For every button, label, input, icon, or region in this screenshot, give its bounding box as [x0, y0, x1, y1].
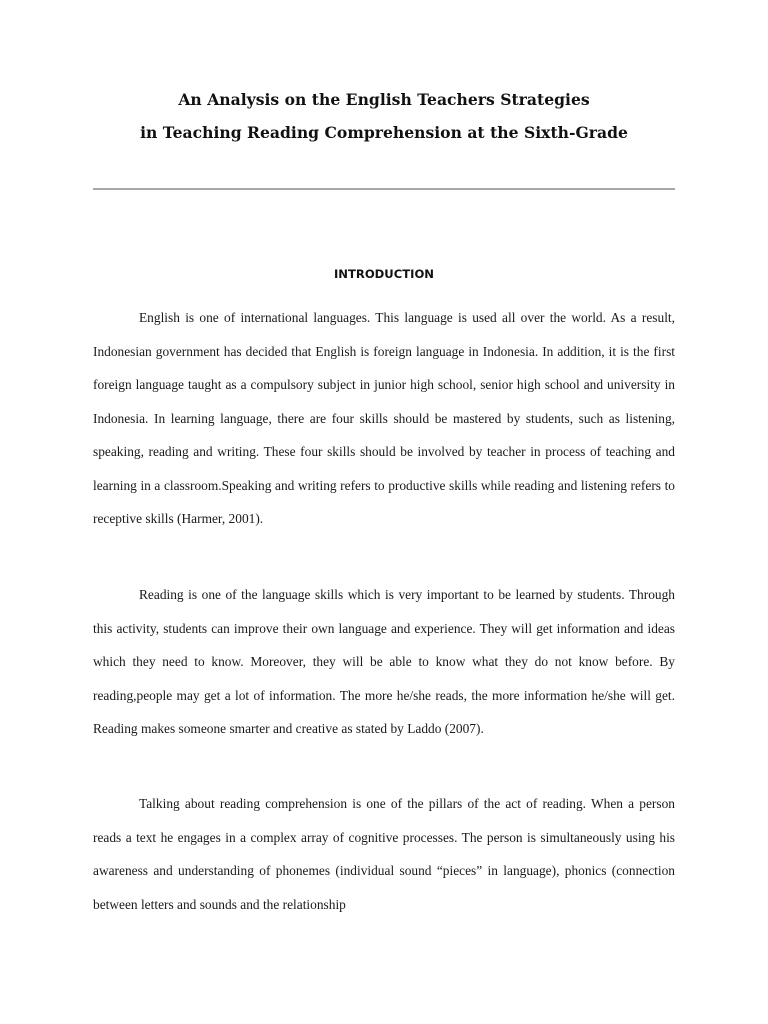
paragraph: English is one of international languages. This language is used all over the world. As a result, Indonesian government has decided that English is foreign language in Indonesia. In addition, it is the first foreign language taught as a compulsory subject in junior high school, senior high school and university in Indonesia. In learning language, there are four skills should be mastered by students, such as listening, speaking, reading and writing. These four skills should be involved by teacher in process of teaching and learning in a classroom.Speaking and writing refers to productive skills while reading and listening refers to receptive skills (Harmer, 2001). [93, 310, 675, 526]
document-title-line-2: in Teaching Reading Comprehension at the Sixth-Grade [140, 123, 628, 142]
section-heading: INTRODUCTION [333, 267, 435, 281]
paragraph: Reading is one of the language skills which is very important to be learned by students. Through this activity, students can improve their own language and experience. They will get information and ideas which they need to know. Moreover, they will be able to know what they do not know before. By reading,people may get a lot of information. The more he/she reads, the more information he/she will get. Reading makes someone smarter and creative as stated by Laddo (2007). [93, 587, 675, 736]
document-title-line-1: An Analysis on the English Teachers Strategies [178, 90, 590, 109]
title-divider [93, 188, 675, 190]
paragraph: Talking about reading comprehension is one of the pillars of the act of reading. When a person reads a text he engages in a complex array of cognitive processes. The person is simultaneously using his awareness and understanding of phonemes (individual sound “pieces” in language), phonics (connection between letters and sounds and the relationship [93, 796, 675, 912]
